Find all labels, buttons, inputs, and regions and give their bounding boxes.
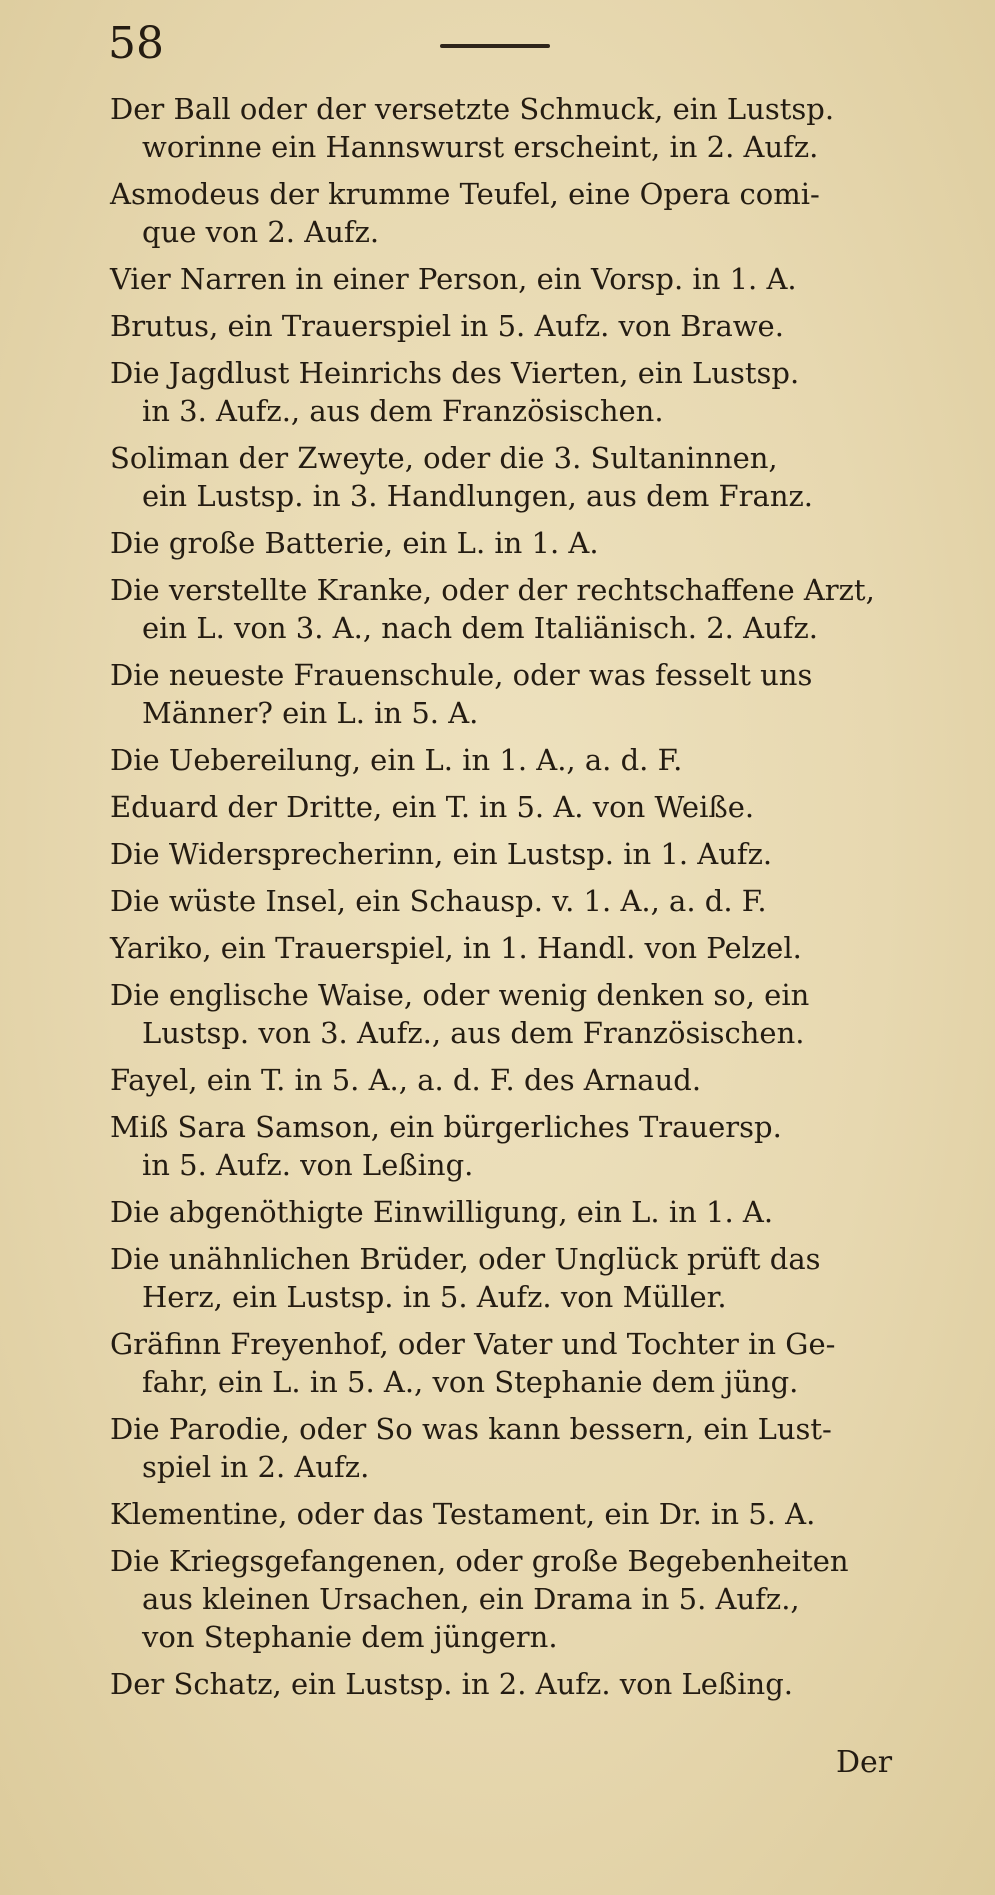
play-entry xyxy=(110,1325,930,1401)
entry-line: ein Lustsp. in 3. Handlungen, aus dem Franz. xyxy=(142,479,813,513)
play-entry xyxy=(110,656,930,732)
entry-line: Die unähnlichen Brüder, oder Unglück prüft das xyxy=(110,1242,821,1276)
play-entry xyxy=(110,1108,930,1184)
entry-line: von Stephanie dem jüngern. xyxy=(142,1620,558,1654)
play-entry xyxy=(110,882,930,920)
play-entry xyxy=(110,1495,930,1533)
entry-line: Die Parodie, oder So was kann bessern, ein Lust- xyxy=(110,1412,832,1446)
entry-line: spiel in 2. Aufz. xyxy=(142,1450,370,1484)
entry-line: Die Jagdlust Heinrichs des Vierten, ein Lustsp. xyxy=(110,356,800,390)
play-entry xyxy=(110,1240,930,1316)
entry-line: Klementine, oder das Testament, ein Dr. in 5. A. xyxy=(110,1497,816,1531)
entry-line: aus kleinen Ursachen, ein Drama in 5. Aufz., xyxy=(142,1582,800,1616)
entry-line: Die große Batterie, ein L. in 1. A. xyxy=(110,526,599,560)
entry-line: Männer? ein L. in 5. A. xyxy=(142,696,479,730)
play-entry xyxy=(110,175,930,251)
entry-line: Asmodeus der krumme Teufel, eine Opera comi- xyxy=(110,177,820,211)
play-entry xyxy=(110,439,930,515)
entry-line: Miß Sara Samson, ein bürgerliches Trauersp. xyxy=(110,1110,782,1144)
header-rule xyxy=(440,44,550,48)
play-entry xyxy=(110,788,930,826)
entry-line: Soliman der Zweyte, oder die 3. Sultaninnen, xyxy=(110,441,778,475)
entry-line: Lustsp. von 3. Aufz., aus dem Französischen. xyxy=(142,1016,805,1050)
entry-line: Fayel, ein T. in 5. A., a. d. F. des Arnaud. xyxy=(110,1063,702,1097)
play-entry xyxy=(110,835,930,873)
entry-line: Gräfinn Freyenhof, oder Vater und Tochter in Ge- xyxy=(110,1327,836,1361)
page-number: 58 xyxy=(108,18,164,69)
entry-line: Yariko, ein Trauerspiel, in 1. Handl. von Pelzel. xyxy=(110,931,802,965)
entry-line: Der Schatz, ein Lustsp. in 2. Aufz. von Leßing. xyxy=(110,1667,794,1701)
play-entry xyxy=(110,1542,930,1656)
entry-line: Die englische Waise, oder wenig denken so, ein xyxy=(110,978,810,1012)
entry-line: in 3. Aufz., aus dem Französischen. xyxy=(142,394,664,428)
entry-line: Der Ball oder der versetzte Schmuck, ein Lustsp. xyxy=(110,92,835,126)
entry-line: Brutus, ein Trauerspiel in 5. Aufz. von Brawe. xyxy=(110,309,784,343)
play-entry xyxy=(110,1193,930,1231)
play-entry xyxy=(110,1061,930,1099)
entry-line: Die wüste Insel, ein Schausp. v. 1. A., a. d. F. xyxy=(110,884,767,918)
entry-line: Vier Narren in einer Person, ein Vorsp. in 1. A. xyxy=(110,262,797,296)
entry-line: Eduard der Dritte, ein T. in 5. A. von Weiße. xyxy=(110,790,755,824)
entry-line: Die neueste Frauenschule, oder was fesselt uns xyxy=(110,658,813,692)
entry-line: worinne ein Hannswurst erscheint, in 2. Aufz. xyxy=(142,130,819,164)
entry-line: in 5. Aufz. von Leßing. xyxy=(142,1148,474,1182)
entry-line: fahr, ein L. in 5. A., von Stephanie dem jüng. xyxy=(142,1365,799,1399)
play-entry xyxy=(110,741,930,779)
entry-line: Die abgenöthigte Einwilligung, ein L. in 1. A. xyxy=(110,1195,774,1229)
catchword: Der xyxy=(836,1745,893,1780)
play-entry xyxy=(110,307,930,345)
entry-line: Die verstellte Kranke, oder der rechtschaffene Arzt, xyxy=(110,573,875,607)
play-entry xyxy=(110,524,930,562)
entry-line: ein L. von 3. A., nach dem Italiänisch. 2. Aufz. xyxy=(142,611,818,645)
entry-line: que von 2. Aufz. xyxy=(142,215,380,249)
play-entry xyxy=(110,929,930,967)
play-entry xyxy=(110,260,930,298)
play-entry xyxy=(110,1665,930,1703)
play-entry xyxy=(110,976,930,1052)
entry-line: Die Kriegsgefangenen, oder große Begebenheiten xyxy=(110,1544,849,1578)
entry-line: Die Widersprecherinn, ein Lustsp. in 1. Aufz. xyxy=(110,837,773,871)
entry-line: Herz, ein Lustsp. in 5. Aufz. von Müller. xyxy=(142,1280,727,1314)
entry-line: Die Uebereilung, ein L. in 1. A., a. d. F. xyxy=(110,743,683,777)
play-entry xyxy=(110,354,930,430)
play-entry xyxy=(110,90,930,166)
play-entry xyxy=(110,571,930,647)
play-list xyxy=(110,90,930,1712)
play-entry xyxy=(110,1410,930,1486)
